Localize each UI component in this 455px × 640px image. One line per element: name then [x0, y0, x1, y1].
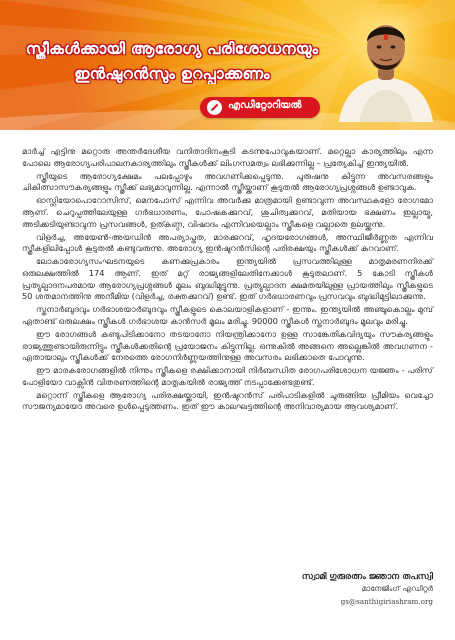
- paragraph: സ്ത്രീയുടെ ആരോഗ്യക്ഷേമം പലപ്പോഴും അവഗണിക്കപ്പെടുന്നു. പുരുഷനു കിട്ടുന്ന അവസരങ്ങളും ചികിത്സാസൗകര്യങ്ങളും സ്ത്രീക്ക് ലഭ്യമാവുന്നില്ല. എന്നാൽ സ്ത്രീയ്ക്കാണ് കൂടുതൽ ആരോഗ്യപ്രശ്നങ്ങൾ ഉണ്ടാവുക.: [22, 170, 433, 193]
- article-body: [22, 146, 433, 415]
- editorial-title-line-1: സ്ത്രീകൾക്കായി ആരോഗ്യ പരിശോധനയും: [25, 40, 319, 58]
- paragraph: ഓസ്റ്റിയോപൊറോസിസ്, മെനപോസ് എന്നിവ അവർക്കു മാത്രമായി ഉണ്ടാവുന്ന അവസ്ഥകളോ രോഗമോ ആണ്. ചെറുപ്പത്തിലേയുള്ള ഗർഭധാരണം, പോഷകക്കുറവ്, ശുചിത്വക്കുറവ്, മതിയായ ഭക്ഷണം ഇല്ലായ്മ, അടിക്കടിയുണ്ടാവുന്ന പ്രസവങ്ങൾ, ഉത്കണ്ഠ, വിഷാദം എന്നിവയെല്ലാം സ്ത്രീകളെ വല്ലാതെ ഉലയ്ക്കുന്നു.: [22, 195, 433, 229]
- author-email: gs@santhigiriashram.org: [340, 597, 433, 606]
- author-signature: [302, 572, 433, 606]
- author-name: സ്വാമി ഗുരുരത്നം ജ്ഞാന തപസ്വി: [301, 572, 433, 582]
- pen-icon: [207, 100, 222, 115]
- editorial-badge-label: എഡിറ്റോറിയൽ: [228, 100, 302, 111]
- paragraph: മാർച്ച് എട്ടിനു മറ്റൊരു അന്തർദേശീയ വനിതാദിനംകൂടി കടന്നുപോവുകയാണ്. മറ്റെല്ലാ കാര്യത്തിലും എന്ന പോലെ ആരോഗ്യപരിപാലനകാര്യത്തിലും സ്ത്രീകൾക്ക് ലിംഗസമത്വം ലഭിക്കുന്നില്ല – പ്രത്യേകിച്ച് ഇന്ത്യയിൽ.: [22, 146, 433, 168]
- editorial-title-line-2: ഇൻഷുറൻസും ഉറപ്പാക്കണം: [74, 65, 270, 83]
- paragraph: ഈ മാരകരോഗങ്ങളിൽ നിന്നും സ്ത്രീകളെ രക്ഷിക്കാനായി നിർബന്ധിത രോഗപരിശോധന യജ്ഞം - പരിസ് പോളിയോ വാക്സിൻ വിതരണത്തിന്റെ മാതൃകയിൽ രാജ്യത്ത് നടപ്പാക്കേണ്ടതുണ്ട്.: [22, 365, 433, 387]
- editorial-badge: [200, 97, 320, 118]
- paragraph: ലോകാരോഗ്യസംഘടനയുടെ കണക്കുപ്രകാരം ഇന്ത്യയിൽ പ്രസവത്തിലുള്ള മാതൃമരണനിരക്ക് ഒരുലക്ഷത്തിൽ 174 ആണ്. ഇത് മറ്റ് രാജ്യങ്ങളിലേതിനേക്കാൾ കൂടുതലാണ്. 5 കോടി സ്ത്രീകൾ പ്രത്യുല്പാദനപരമായ ആരോഗ്യപ്രശ്നങ്ങൾ മൂലം ബുദ്ധിമുട്ടുന്നു. പ്രത്യുല്പാദന ക്ഷമതയിലുള്ള പ്രായത്തിലും സ്ത്രീകളുടെ 50 ശതമാനത്തിനു അനീമിയ (വിളർച്ച, രക്തക്കുറവ്) ഉണ്ട്. ഇത് ഗർഭധാരണവും പ്രസവവും ബുദ്ധിമുട്ടിലാക്കുന്നു.: [22, 256, 433, 302]
- paragraph: മറ്റൊന്ന് സ്ത്രീകളെ ആരോഗ്യ പരിരക്ഷയ്ക്കായി, ഇൻഷുറൻസ് പരിപാടികളിൽ ചുരുങ്ങിയ പ്രീമിയം വെച്ചോ സൗജന്യമായോ അവരെ ഉൾപ്പെടുത്തണം. ഇത് ഈ കാലഘട്ടത്തിന്റെ അനിവാര്യമായ ആവശ്യമാണ്.: [22, 389, 433, 412]
- paragraph: ഈ രോഗങ്ങൾ കണ്ടുപിടിക്കാനോ തടയാനോ നിയന്ത്രിക്കാനോ ഉള്ള സാങ്കേതികവിദ്യയും സൗകര്യങ്ങളും രാജ്യത്തുണ്ടായിരുന്നിട്ടും സ്ത്രീകൾക്കതിന്റെ പ്രയോജനം കിട്ടുന്നില്ല. ഒന്നുകിൽ അങ്ങനെ അല്ലെങ്കിൽ അവഗണന - ഏതായാലും സ്ത്രീകൾക്ക് നേരത്തെ രോഗനിർണ്ണയത്തിനുള്ള അവസരം ലഭിക്കാതെ പോവുന്നു.: [22, 328, 433, 363]
- paragraph: സ്തനാർബുദവും ഗർഭാശയാർബുദവും സ്ത്രീകളുടെ കൊലയാളികളാണ് - ഇന്നും. ഇന്ത്യയിൽ അഞ്ചുകൊല്ലം മുമ്പ് ഏതാണ്ട് ഒരുലക്ഷം സ്ത്രീകൾ ഗർഭാശയ കാൻസർ മൂലം മരിച്ചു. 90000 സ്ത്രീകൾ സ്തനാർബുദം മൂലവും മരിച്ചു.: [22, 304, 433, 326]
- author-portrait: [331, 4, 441, 122]
- editorial-banner: [0, 0, 455, 130]
- paragraph: വിളർച്ച, അയേൺ-അയഡിൻ അപര്യാപ്തത, മാരക്കുറവ്, ഹൃദയരോഗങ്ങൾ, അസ്ഥിജീർണ്ണത എന്നിവ സ്ത്രീകളിലിപ്പോൾ കൂടുതൽ കണ്ടുവരുന്നു. അരോഗ്യ ഇൻഷുറൻസിന്റെ പരിരക്ഷയും സ്ത്രീകൾക്ക് കുറവാണ്.: [22, 231, 433, 254]
- author-role: മാനേജിംഗ് എഡിറ്റർ: [361, 584, 433, 593]
